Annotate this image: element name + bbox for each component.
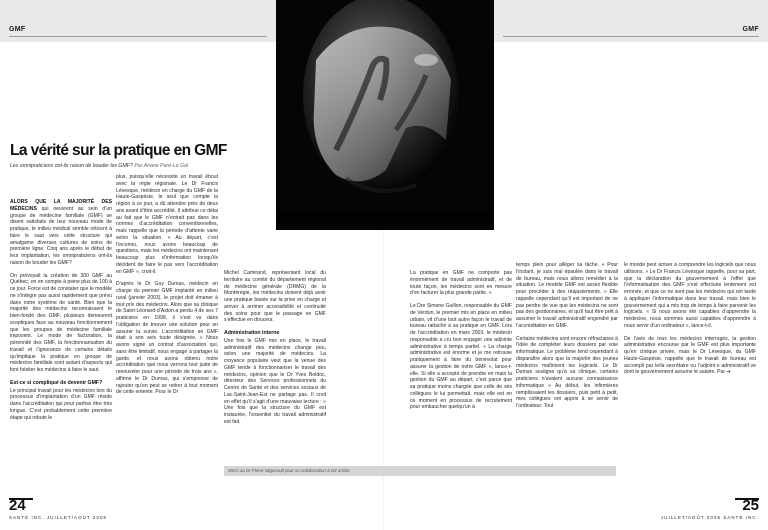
paragraph xyxy=(10,199,112,267)
magazine-footer-left: SANTÉ INC. JUILLET/AOÛT 2006 xyxy=(9,515,108,520)
paragraph: temps plein pour alléger sa tâche. « Pour l’instant, je suis mal épaulée dans le travail de bureau, mais nous allons remédier à la situation. Le modèle GMF est assez flexible pour procéder à des réajustements. » Elle rappelle cependant qu’il est important de ne pas perdre de vue que les médecins ne sont pas des gestionnaires, et qu’il faut être prêt à assumer le travail administratif engendré par l’accréditation en GMF. xyxy=(516,262,618,329)
subheading: Est-ce si compliqué de devenir GMF? xyxy=(10,379,103,386)
page-number-left: 24 xyxy=(9,497,26,514)
lead-in: ALORS QUE LA MAJORITÉ DES MÉDECINS xyxy=(10,199,112,212)
section-tag-left: GMF xyxy=(9,26,26,33)
hand-over-face-image xyxy=(276,0,494,230)
magazine-footer-right: JUILLET/AOÛT 2006 SANTÉ INC. xyxy=(660,515,759,520)
paragraph: La pratique en GMF ne comporte pas énormément de travail administratif, et de toute façon, les médecins sont en mesure d’en facturer la plus grande partie. » xyxy=(410,270,512,297)
text-column-5 xyxy=(516,262,618,416)
paragraph: Certains médecins sont encore réfractaires à l’idée de compléter leurs dossiers par voie informatique. Le problème tend cependant à disparaître alors que la majorité des jeunes médecins maîtrisent les logiciels. Le Dr Dumas souligne qu’à sa clinique, certains praticiens n’avaient aucune connaissance informatique « Au début, les infirmières remplissaient les dossiers, puis petit à petit, mes collègues ont appris à se servir de l’ordinateur. Tout xyxy=(516,335,618,409)
text-column-4 xyxy=(410,270,512,417)
credit-note: Merci au Dr Pierre Migneault pour sa collaboration à cet article. xyxy=(224,466,616,476)
text-column-1 xyxy=(10,199,112,427)
paragraph: Une fois le GMF mis en place, le travail administratif des médecins change peu, selon une majorité de médecins. La croyance populaire veut que la venue des GMF tende à fonctionnariser le travail des médecins, opinion que le Dr Yves Boldoc, directeur des Services professionnels du Centre de Santé et des services sociaux de Lac-Saint-Jean-Est ne partage pas. Il croit en effet qu’il s’agit d’une mauvaise lecture : « Une fois que la structure du GMF est instaurée, l’essentiel du travail administratif est fait. xyxy=(224,337,326,425)
paragraph-text: qui oeuvrent au sein d’un groupe de médecine familiale (GMF) se disent satisfaits de leur nouveau mode de pratique, le milieu médical semble réticent à faire le saut vers cette structure qui amalgame diverses cultures de soins de première ligne. Cinq ans après le début de leur implantation, les omnipraticiens ont-ils raison de bouder les GMF? xyxy=(10,205,113,266)
page-number-right: 25 xyxy=(742,497,759,514)
article-photo xyxy=(276,0,494,230)
text-column-6 xyxy=(624,262,756,382)
header-rule-left xyxy=(9,36,267,37)
paragraph: Michel Camirand, représentant local du territoire au comité du département régional de médecine générale (DRMG) de la Montérégie, les médecins doivent déjà avoir une pratique basée sur la prise en charge et arriver à arrimer accessibilité et continuité des soins pour que le passage en GMF s’effectue en douceur. xyxy=(224,270,326,324)
article-title: La vérité sur la pratique en GMF xyxy=(10,142,227,159)
text-column-2 xyxy=(116,174,218,402)
subheading: Administration interne xyxy=(224,330,280,336)
paragraph: De l’avis de tous les médecins interrogés, la gestion administrative encourue par le GMF est plus importante qu’en clinique privée, mais le Dr Lévesque, du GMF Haute-Gaspésie, rappelle que le travail de bureau est accompli par le/la secrétaire ou l’adjoint·e administratif·ve dont le gouvernement assume le salaire. Par ➔ xyxy=(624,335,756,376)
byline: Par Ariane Paré-Le Gal xyxy=(134,163,189,169)
section-tag-right: GMF xyxy=(742,26,759,33)
text-column-3 xyxy=(224,270,326,432)
header-rule-right xyxy=(503,36,759,37)
paragraph: D’après le Dr Guy Dumas, médecin en charge du premier GMF implanté en milieu rural (janvier 2003), le projet doit émaner à tout prix des médecins. Alors que sa clinique de Saint-Léonard-d’Aston a perdu 4 de ses 7 praticiens en 1998, il s’est vu dans l’obligation de trouver une solution pour en assurer la survie. L’accréditation en GMF était à son avis toute désignée. « Nous avons signé un contrat d’association qui, sans être limitatif, nous engage à partager la garde, et nous avons obtenu notre accréditation que nous verrons tout juste de renouveler pour une période de trois ans », affirme le Dr Dumas, qui s’empresse de rajouter qu’en peut se retirer à tout moment de cette entente. Pour le Dr xyxy=(116,281,218,396)
subtitle-text: Les omnipraticiens ont-ils raison de bouder les GMF? xyxy=(10,163,133,169)
article-subtitle xyxy=(10,163,188,169)
paragraph: On prévoyait la création de 300 GMF au Québec; on en compte à peine plus de 100 à ce jour. Force est de constater que le modèle ne s’intègre pas aussi rapidement que prévu dans notre système de santé. Bien que la majorité des médecins reconnaissent le bien-fondé des GMF, plusieurs demeurent sceptiques face au nouveau fonctionnement que les groupes de médecine familiale imposent. Le mode de facturation, la pérennité des GMF, la fonctionnarisation du travail et l’ignorance de certains détails qu’implique la pratique en groupe de médecine familiale sont autant d’aspects qui font hésiter les médecins à faire le saut. xyxy=(10,272,112,373)
paragraph: Le principal travail pour les médecins lors du processus d’implantation d’un GMF réside dans l’accréditation qui peut parfois être très longue. C’est probablement cette première étape qui rebute le xyxy=(10,387,112,421)
paragraph: plus, puisqu’elle nécessite un travail ébout avec la régie régionale. Le Dr Francis Lévesque, médecin en charge du GMF de la Haute-Gaspésie, le seul que compte la région à ce jour, a dû attendre près de deux ans avant d’être accrédité. Il attribue ce délai au fait que le GMF n’entrait pas dans les normes d’accréditation conventionnelles, mais rappelle que la période d’attente varie selon la situation. « Au départ, c’est l’inconnu, nous avons beaucoup de questions, mais les médecins ont maintenant beaucoup plus d’information lorsqu’ils décident de faire le pas vers l’accréditation en GMF », croit-il. xyxy=(116,174,218,275)
paragraph: Le Dre Simone Guillon, responsable du GMF de Verdun, le premier mis en place en milieu urbain, vit d’une tout autre façon le travail de bureau rattaché à sa pratique en GMF. Lors de l’accréditation en mars 2003, le médecin responsable a cru bon engager une adjointe administrative à temps partiel. « La charge administrative est énorme et je me retrouve pratiquement à faire du bénévolat pour assurer la gestion de notre GMF », lance-t-elle. Si elle a accepté de prendre en main la gestion du GMF au départ, c’est parce que sa pratique moins chargée que celle de ses collègues le lui permettait, mais elle est en ce moment en processus de recrutement pour embaucher quelqu’un à xyxy=(410,303,512,411)
paragraph: le monde peut arriver à comprendre les logiciels que nous utilisons. » Le Dr Francis Lévesque rappelle, pour sa part, que la déclaration du gouvernement à l’effet que l’informatisation des GMF s’est effectuée lentement est erronée, et que ce ne sont pas les médecins qui ont tardé à appliquer l’informatique dans leur travail, mais bien le gouvernement qui a mis trop de temps à faire parvenir les logiciels. « Si nous avons été capables d’apprendre la médecine, nous sommes aussi capables d’apprendre à nous servir d’un ordinateur », lance-t-il. xyxy=(624,262,756,329)
